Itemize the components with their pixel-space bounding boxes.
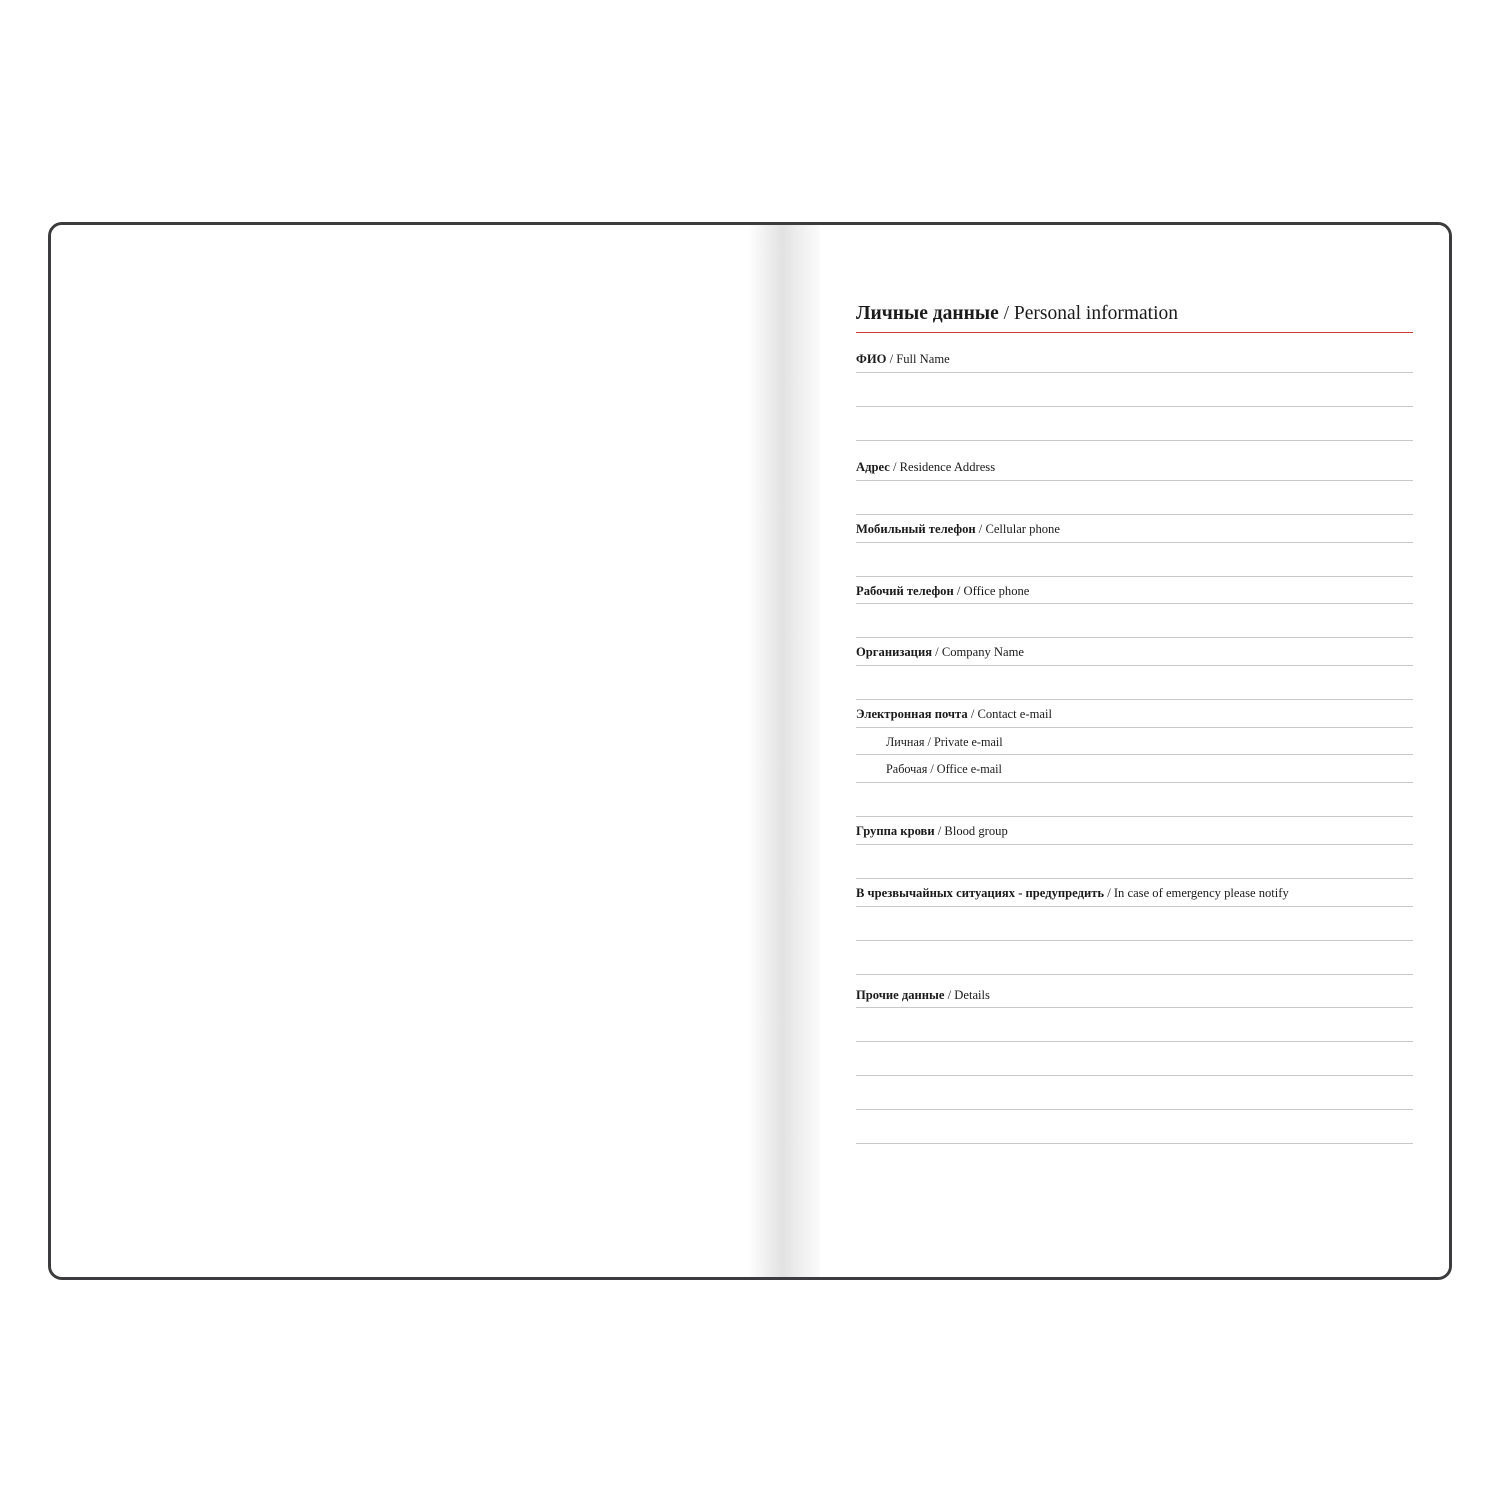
field-label-company-name xyxy=(856,646,1413,665)
title-underline-rule xyxy=(856,332,1413,333)
notebook-spread xyxy=(48,222,1452,1280)
label-separator: / xyxy=(924,735,934,750)
label-en: Details xyxy=(954,987,990,1002)
field-residence-address xyxy=(856,461,1413,515)
label-ru: Рабочий телефон xyxy=(856,583,954,598)
field-details xyxy=(856,989,1413,1145)
label-separator: / xyxy=(934,823,945,838)
label-ru: В чрезвычайных ситуациях - предупредить xyxy=(856,885,1105,900)
page-title-separator: / xyxy=(998,303,1014,324)
label-ru: Рабочая xyxy=(886,762,928,777)
label-en: Contact e-mail xyxy=(977,707,1052,722)
label-en: Office phone xyxy=(963,583,1030,598)
field-label-blood-group xyxy=(856,825,1413,844)
label-en: Office e-mail xyxy=(936,762,1002,777)
label-separator: / xyxy=(944,987,955,1002)
page-title-ru: Личные данные xyxy=(856,303,999,324)
page-title xyxy=(856,303,1413,332)
label-ru: Электронная почта xyxy=(856,707,968,722)
label-separator: / xyxy=(932,645,942,660)
label-en: Cellular phone xyxy=(985,521,1060,536)
field-label-residence-address xyxy=(856,461,1413,480)
right-printed-page xyxy=(820,225,1449,1277)
label-separator: / xyxy=(1104,885,1114,900)
label-ru: Адрес xyxy=(856,459,890,474)
label-ru: Прочие данные xyxy=(856,987,945,1002)
field-emergency-contact xyxy=(856,887,1413,975)
write-line[interactable] xyxy=(856,1143,1413,1144)
label-en: Private e-mail xyxy=(933,735,1003,750)
label-separator: / xyxy=(953,583,964,598)
label-en: In case of emergency please notify xyxy=(1113,885,1289,900)
label-en: Blood group xyxy=(944,823,1008,838)
field-label-office-email xyxy=(856,763,1413,781)
label-ru: Группа крови xyxy=(856,823,935,838)
label-ru: ФИО xyxy=(856,352,887,366)
field-label-details xyxy=(856,989,1413,1008)
field-cellular-phone xyxy=(856,523,1413,577)
field-label-cellular-phone xyxy=(856,523,1413,542)
field-label-office-phone xyxy=(856,585,1413,604)
label-ru: Организация xyxy=(856,645,933,660)
label-en: Company Name xyxy=(941,645,1025,660)
field-label-private-email xyxy=(856,736,1413,754)
field-contact-email xyxy=(856,708,1413,817)
field-label-emergency-contact xyxy=(856,887,1413,906)
label-separator: / xyxy=(886,352,897,366)
label-en: Residence Address xyxy=(899,459,996,474)
field-label-contact-email xyxy=(856,708,1413,727)
label-en: Full Name xyxy=(896,352,950,366)
personal-information-form xyxy=(856,303,1413,1144)
field-blood-group xyxy=(856,825,1413,879)
page-title-en: Personal information xyxy=(1013,303,1178,324)
field-label-full-name xyxy=(856,353,1413,372)
left-blank-page xyxy=(51,225,748,1277)
label-ru: Мобильный телефон xyxy=(856,521,976,536)
label-ru: Личная xyxy=(886,735,925,750)
field-full-name xyxy=(856,353,1413,441)
label-separator: / xyxy=(967,707,978,722)
label-separator: / xyxy=(927,762,937,777)
field-company-name xyxy=(856,646,1413,700)
field-office-phone xyxy=(856,585,1413,639)
label-separator: / xyxy=(975,521,986,536)
notebook-spine xyxy=(748,225,820,1277)
label-separator: / xyxy=(889,459,900,474)
